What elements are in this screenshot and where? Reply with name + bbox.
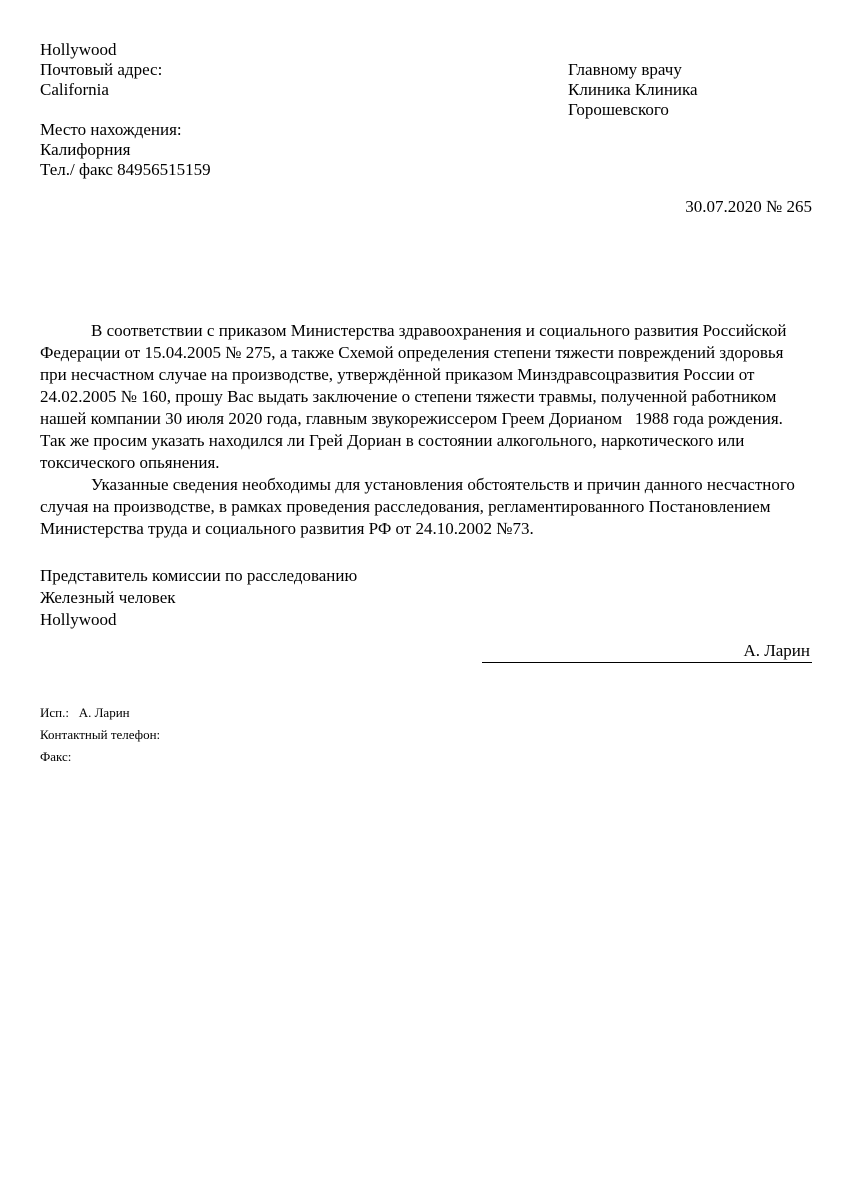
sender-name: Hollywood [40,40,117,59]
sender-postal-label: Почтовый адрес: [40,60,163,79]
signoff-block [40,565,812,631]
footer-block [40,702,812,768]
signoff-company: Hollywood [40,610,117,629]
sender-phone-fax: Тел./ факс 84956515159 [40,160,211,179]
signature-name: А. Ларин [743,641,810,660]
body-paragraph-2: Указанные сведения необходимы для установления обстоятельств и причин данного несчастного случая на производстве, в рамках проведения расследования, регламентированного Постановлением Министерства труда и социального развития РФ от 24.10.2002 №73. [40,475,800,538]
letter-header [40,40,812,180]
letter-body [40,320,812,540]
sender-postal-value: California [40,80,109,99]
recipient-block [568,60,698,120]
signoff-role: Представитель комиссии по расследованию [40,566,358,585]
footer-executor: Исп.: А. Ларин [40,705,130,720]
body-paragraph-1: В соответствии с приказом Министерства здравоохранения и социального развития Российской Федерации от 15.04.2005 № 275, а также Схемой определения степени тяжести повреждений здоровья при несчастном случае на производстве, утверждённой приказом Минздравсоцразвития России от 24.02.2005 № 160, прошу Вас выдать заключение о степени тяжести травмы, полученной работником нашей компании 30 июля 2020 года, главным звукорежиссером Греем Дорианом 1988 года рождения. Так же просим указать находился ли Грей Дориан в состоянии алкогольного, наркотического или токсического опьянения. [40,321,791,472]
sender-location-label: Место нахождения: [40,120,182,139]
date-and-number: 30.07.2020 № 265 [685,197,812,216]
recipient-organization: Клиника Клиника [568,80,698,99]
sender-location-value: Калифорния [40,140,131,159]
footer-fax: Факс: [40,749,72,764]
recipient-title: Главному врачу [568,60,682,79]
signoff-person: Железный человек [40,588,176,607]
footer-contact-phone: Контактный телефон: [40,727,161,742]
recipient-name: Горошевского [568,100,669,119]
signature-line [482,639,812,663]
